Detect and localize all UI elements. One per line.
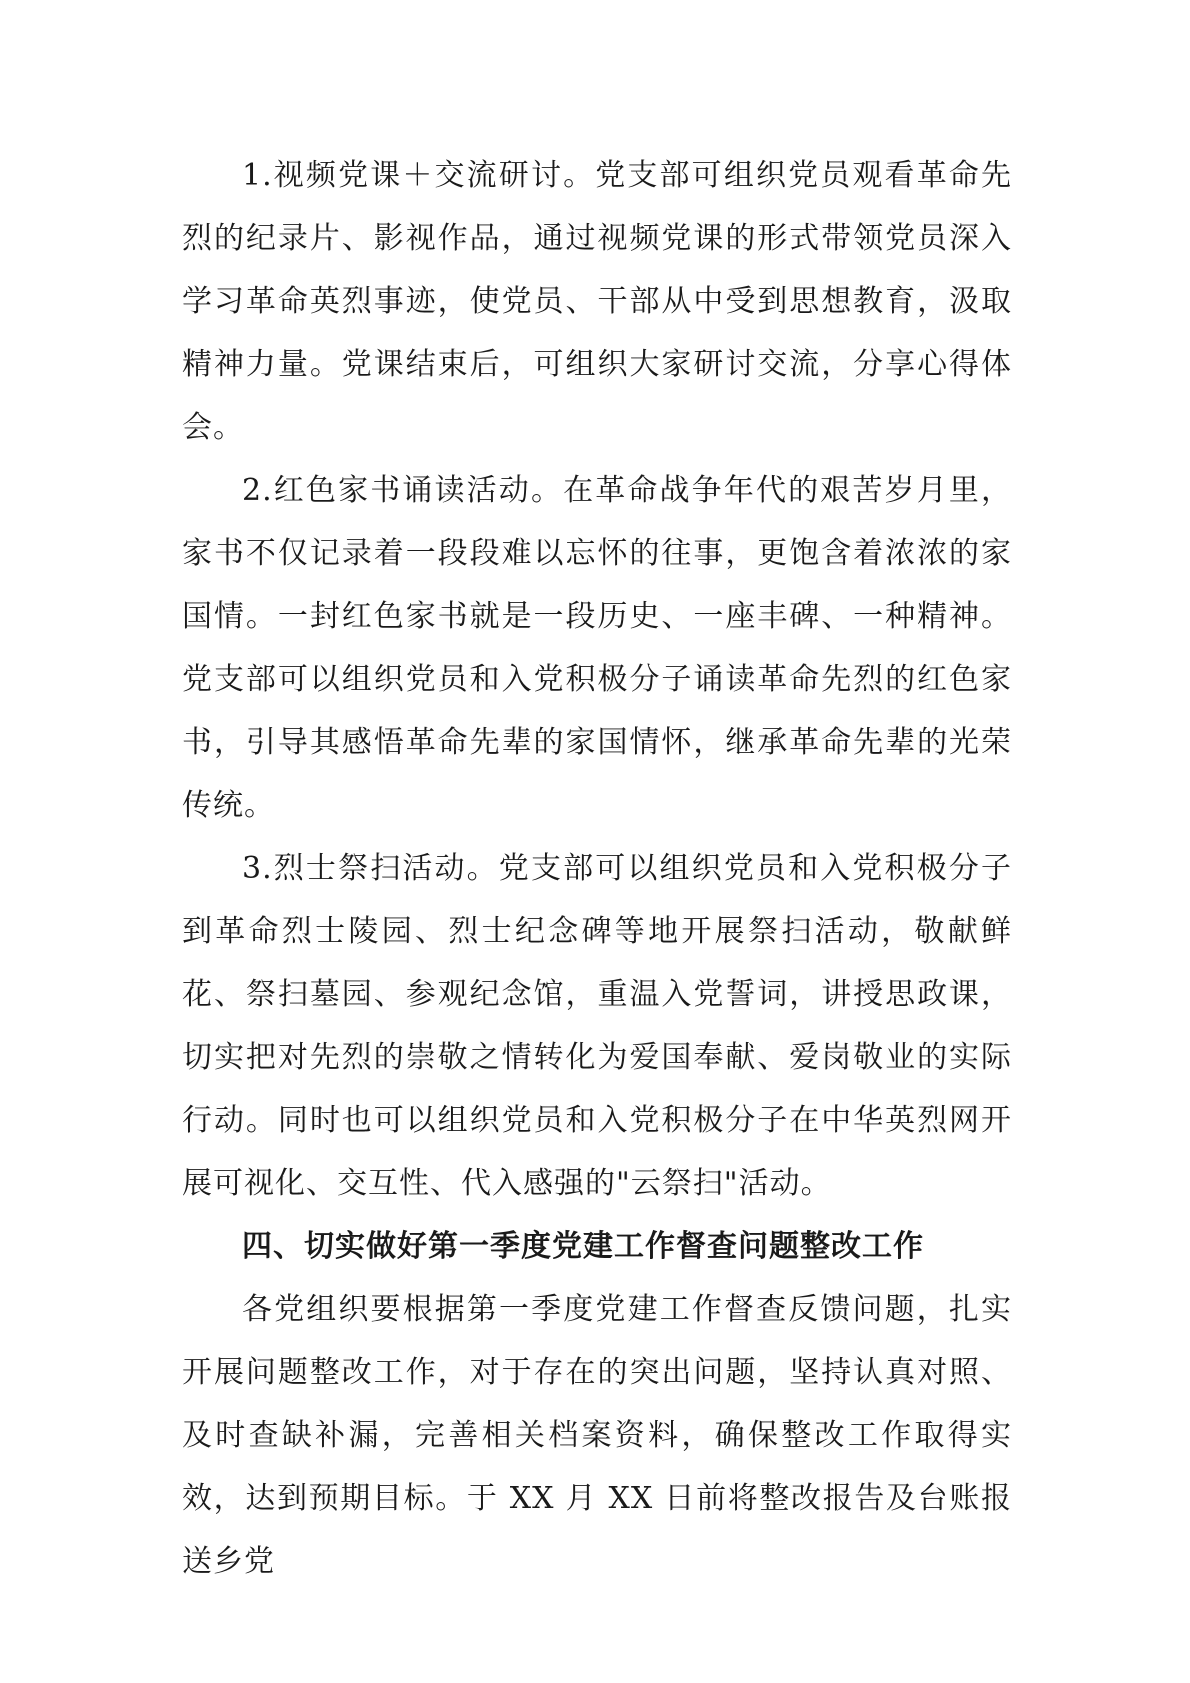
document-body bbox=[182, 144, 1012, 1593]
paragraph-red-family-letters: 2.红色家书诵读活动。在革命战争年代的艰苦岁月里，家书不仅记录着一段段难以忘怀的往事，更饱含着浓浓的家国情。一封红色家书就是一段历史、一座丰碑、一种精神。党支部可以组织党员和入党积极分子诵读革命先烈的红色家书，引导其感悟革命先辈的家国情怀，继承革命先辈的光荣传统。 bbox=[182, 473, 1012, 823]
paragraph-rectification: 各党组织要根据第一季度党建工作督查反馈问题，扎实开展问题整改工作，对于存在的突出问题，坚持认真对照、及时查缺补漏，完善相关档案资料，确保整改工作取得实效，达到预期目标。于 XX 月 XX 日前将整改报告及台账报送乡党 bbox=[182, 1292, 1012, 1579]
paragraph-martyr-tomb-sweeping: 3.烈士祭扫活动。党支部可以组织党员和入党积极分子到革命烈士陵园、烈士纪念碑等地开展祭扫活动，敬献鲜花、祭扫墓园、参观纪念馆，重温入党誓词，讲授思政课，切实把对先烈的崇敬之情转化为爱国奉献、爱岗敬业的实际行动。同时也可以组织党员和入党积极分子在中华英烈网开展可视化、交互性、代入感强的"云祭扫"活动。 bbox=[182, 851, 1012, 1201]
paragraph-video-party-lesson: 1.视频党课＋交流研讨。党支部可组织党员观看革命先烈的纪录片、影视作品，通过视频党课的形式带领党员深入学习革命英烈事迹，使党员、干部从中受到思想教育，汲取精神力量。党课结束后，可组织大家研讨交流，分享心得体会。 bbox=[182, 158, 1012, 445]
section-heading: 四、切实做好第一季度党建工作督查问题整改工作 bbox=[242, 1229, 924, 1264]
